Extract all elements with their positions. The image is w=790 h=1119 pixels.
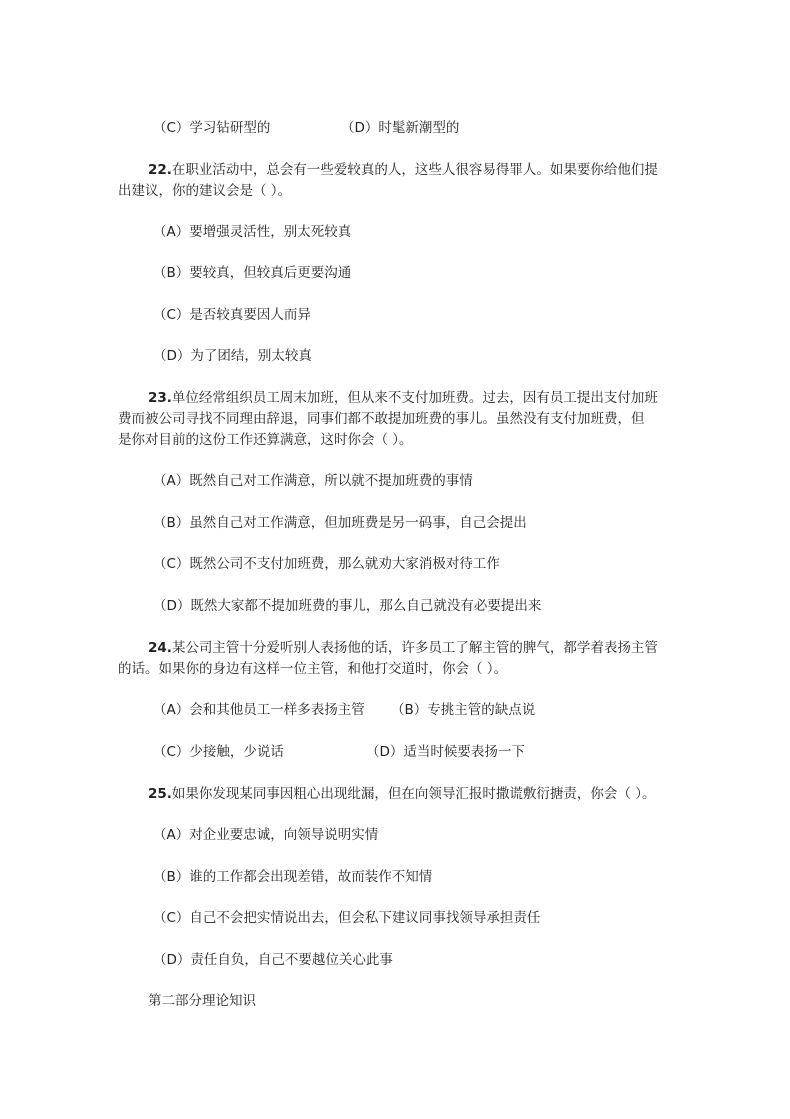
q25-option-d: （D）责任自负，自己不要越位关心此事 <box>153 952 393 968</box>
q23-stem-line1 <box>148 388 658 408</box>
q22-stem-text: 在职业活动中，总会有一些爱较真的人，这些人很容易得罪人。如果要你给他们提 <box>171 162 658 178</box>
section-heading: 第二部分理论知识 <box>148 993 256 1009</box>
q23-stem-line2: 费而被公司寻找不同理由辞退，同事们都不敢提加班费的事儿。虽然没有支付加班费，但 <box>118 411 645 427</box>
q22-number: 22. <box>148 162 172 178</box>
q25-option-b: （B）谁的工作都会出现差错，故而装作不知情 <box>153 869 433 885</box>
q25-stem-text: 如果你发现某同事因粗心出现纰漏，但在向领导汇报时撒谎敷衍搪责，你会（ ）。 <box>171 786 656 802</box>
q21-option-c: （C）学习钻研型的 <box>153 120 271 136</box>
q22-option-c: （C）是否较真要因人而异 <box>153 307 311 323</box>
q24-number: 24. <box>148 640 172 656</box>
q23-stem-text: 单位经常组织员工周末加班，但从来不支付加班费。过去，因有员工提出支付加班 <box>171 390 658 406</box>
q25-stem-line1 <box>148 784 655 804</box>
q24-stem-line1 <box>148 638 658 658</box>
q24-option-c: （C）少接触，少说话 <box>153 744 284 760</box>
q22-option-d: （D）为了团结，别太较真 <box>153 348 312 364</box>
q23-option-b: （B）虽然自己对工作满意，但加班费是另一码事，自己会提出 <box>153 515 527 531</box>
q24-stem-line2: 的话。如果你的身边有这样一位主管，和他打交道时，你会（ ）。 <box>118 661 508 677</box>
q24-option-d: （D）适当时候要表扬一下 <box>366 744 525 760</box>
q24-option-a: （A）会和其他员工一样多表扬主管 <box>153 702 365 718</box>
q24-stem-text: 某公司主管十分爱听别人表扬他的话，许多员工了解主管的脾气，都学着表扬主管 <box>171 640 658 656</box>
q23-option-d: （D）既然大家都不提加班费的事儿，那么自己就没有必要提出来 <box>153 598 542 614</box>
q22-option-a: （A）要增强灵活性，别太死较真 <box>153 224 352 240</box>
q23-stem-line3: 是你对目前的这份工作还算满意，这时你会（ ）。 <box>118 432 413 448</box>
q21-option-d: （D）时髦新潮型的 <box>341 120 460 136</box>
q23-option-a: （A）既然自己对工作满意，所以就不提加班费的事情 <box>153 473 473 489</box>
q25-number: 25. <box>148 786 172 802</box>
q24-option-b: （B）专挑主管的缺点说 <box>391 702 536 718</box>
q25-option-c: （C）自己不会把实情说出去，但会私下建议同事找领导承担责任 <box>153 910 541 926</box>
q25-option-a: （A）对企业要忠诚，向领导说明实情 <box>153 827 379 843</box>
q22-stem-line2: 出建议，你的建议会是（ ）。 <box>118 183 292 199</box>
q22-stem-line1 <box>148 160 658 180</box>
q23-option-c: （C）既然公司不支付加班费，那么就劝大家消极对待工作 <box>153 556 500 572</box>
q23-number: 23. <box>148 390 172 406</box>
q22-option-b: （B）要较真，但较真后更要沟通 <box>153 265 352 281</box>
